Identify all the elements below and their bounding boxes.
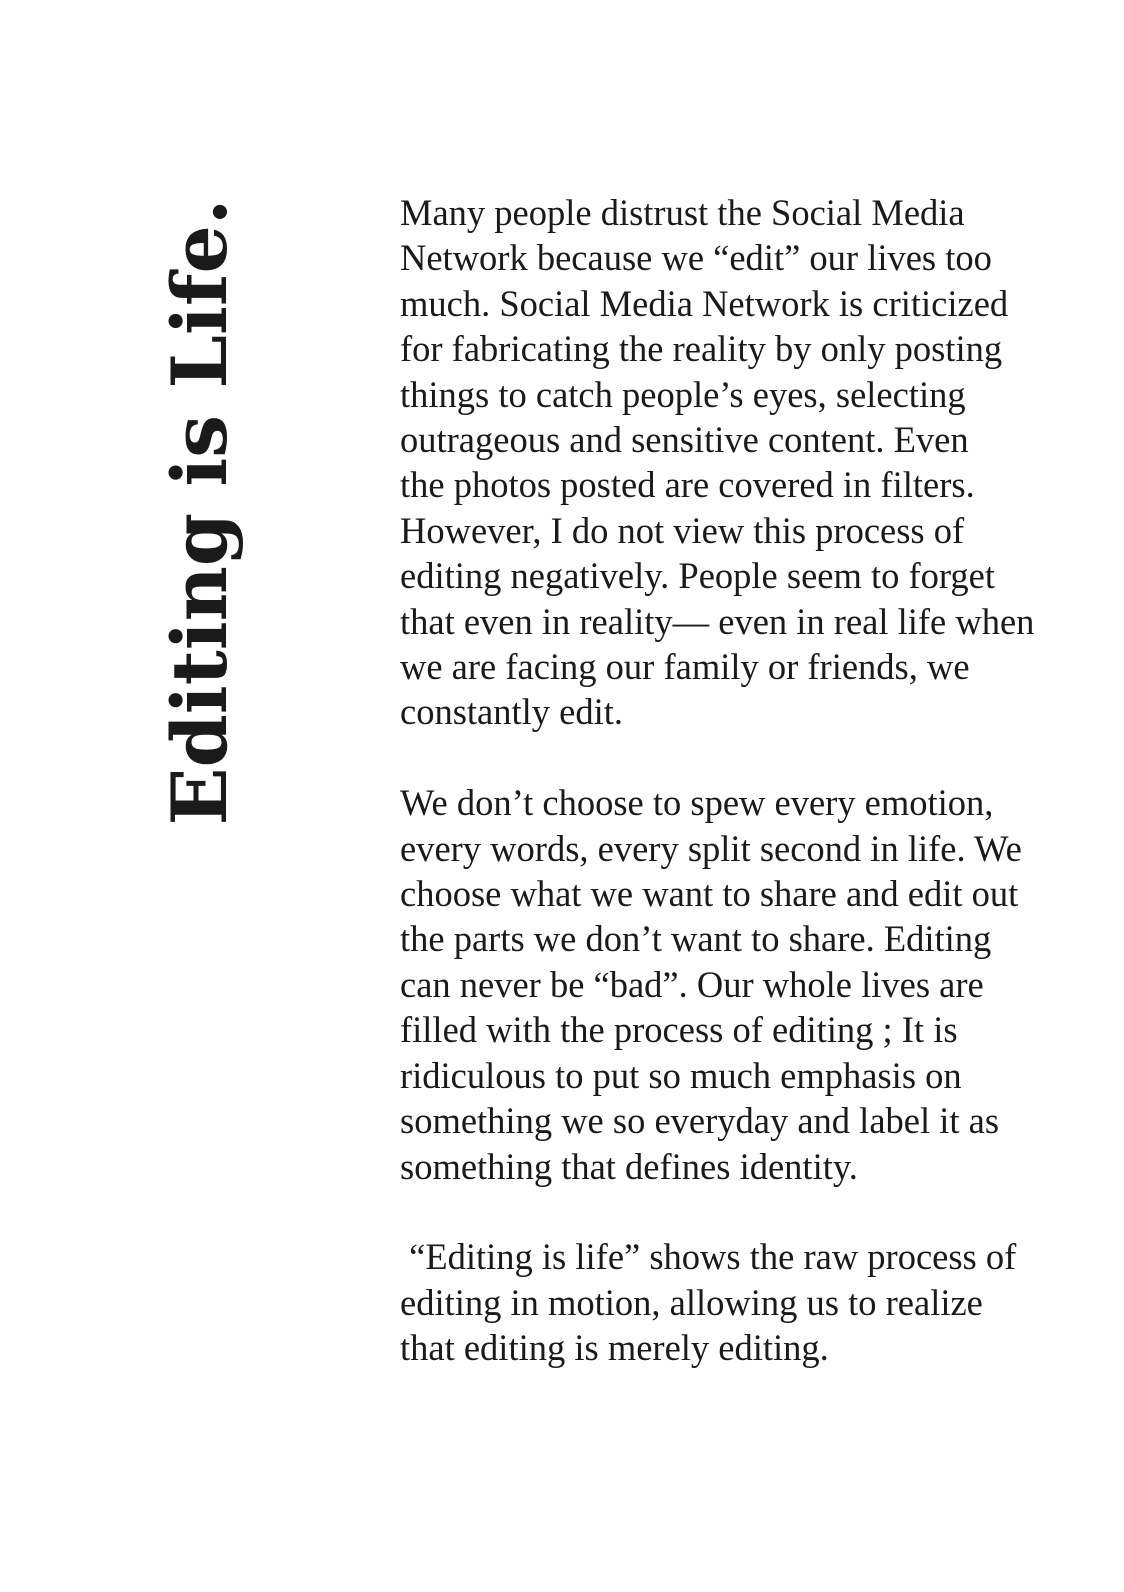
text-line: that editing is merely editing. bbox=[400, 1327, 829, 1369]
text-line: However, I do not view this process of bbox=[400, 509, 965, 551]
text-line: things to catch people’s eyes, selecting bbox=[400, 373, 966, 415]
text-line: filled with the process of editing ; It is bbox=[400, 1009, 958, 1051]
text-line: can never be “bad”. Our whole lives are bbox=[400, 963, 984, 1005]
text-line: much. Social Media Network is criticized bbox=[400, 282, 1009, 324]
text-line: something that defines identity. bbox=[400, 1145, 858, 1187]
text-line: for fabricating the reality by only posting bbox=[400, 328, 1003, 370]
text-line: editing negatively. People seem to forget bbox=[400, 555, 995, 597]
paragraph-1 bbox=[400, 190, 1080, 735]
text-line: something we so everyday and label it as bbox=[400, 1100, 1000, 1142]
text-line: “Editing is life” shows the raw process of bbox=[400, 1236, 1017, 1278]
text-line: editing in motion, allowing us to realize bbox=[400, 1281, 983, 1323]
text-line: every words, every split second in life. We bbox=[400, 827, 1022, 869]
text-line: constantly edit. bbox=[400, 691, 624, 733]
text-line: Many people distrust the Social Media bbox=[400, 192, 965, 233]
text-line: ridiculous to put so much emphasis on bbox=[400, 1054, 962, 1096]
page-title: Editing is Life. bbox=[155, 198, 244, 826]
paragraph-2 bbox=[400, 780, 1080, 1189]
text-line: We don’t choose to spew every emotion, bbox=[400, 782, 994, 824]
text-line: the parts we don’t want to share. Editing bbox=[400, 918, 992, 960]
body-text bbox=[400, 190, 1080, 1416]
text-line: the photos posted are covered in filters. bbox=[400, 464, 975, 506]
text-line: Network because we “edit” our lives too bbox=[400, 237, 992, 279]
paragraph-3 bbox=[400, 1234, 1080, 1370]
text-line: outrageous and sensitive content. Even bbox=[400, 419, 969, 461]
text-line: choose what we want to share and edit out bbox=[400, 873, 1019, 915]
text-line: we are facing our family or friends, we bbox=[400, 646, 970, 688]
text-line: that even in reality— even in real life when bbox=[400, 600, 1035, 642]
